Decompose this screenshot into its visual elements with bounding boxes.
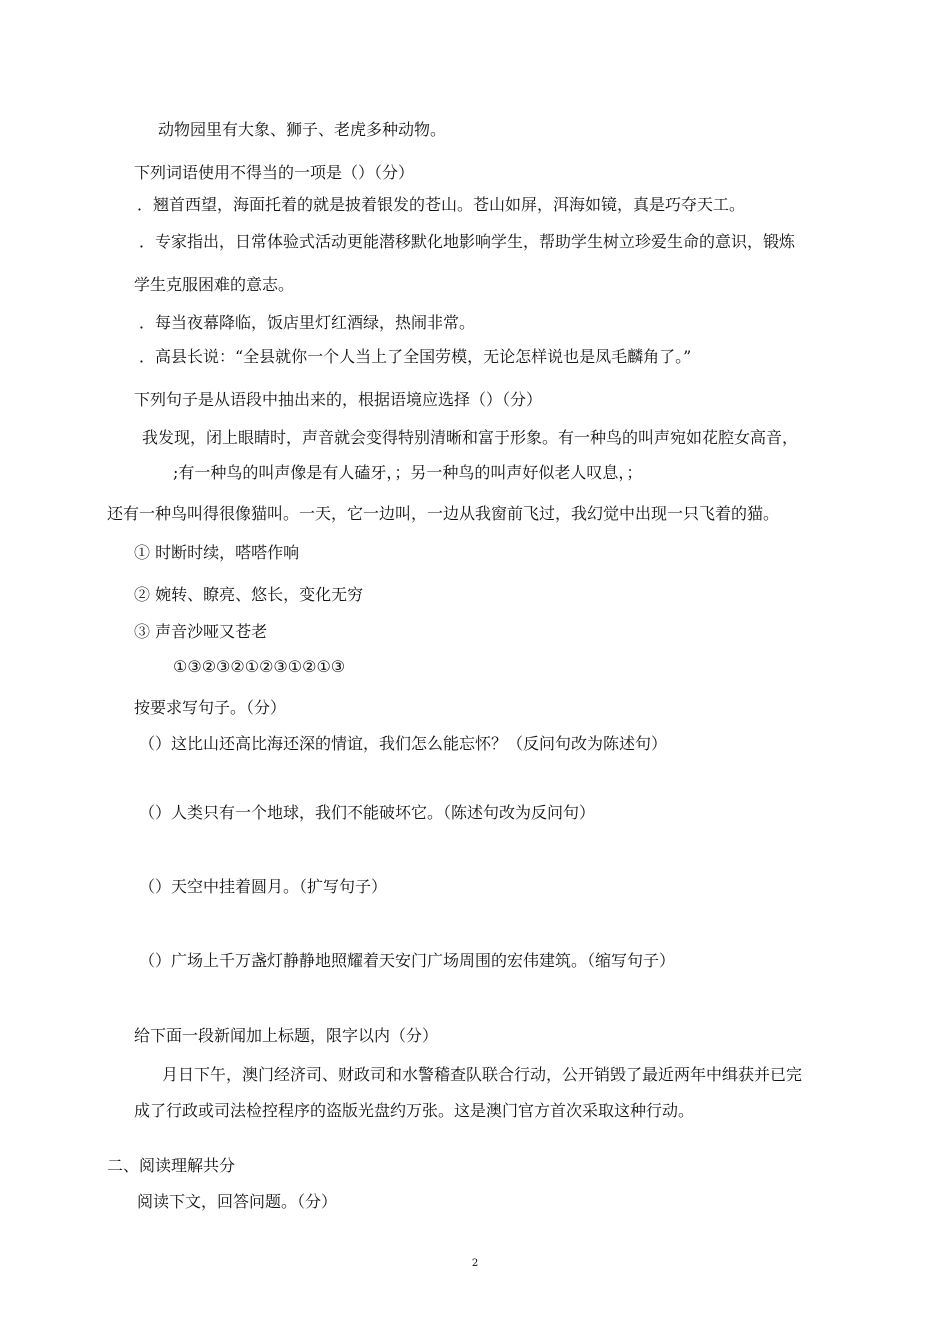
question-line: 给下面一段新闻加上标题，限字以内（分） bbox=[134, 1026, 439, 1045]
sub-question: （）天空中挂着圆月。（扩写句子） bbox=[139, 877, 388, 896]
news-paragraph-line: 月日下午，澳门经济司、财政司和水警稽查队联合行动，公开销毁了最近两年中缉获并已完 bbox=[162, 1065, 803, 1084]
news-paragraph-line: 成了行政或司法检控程序的盗版光盘约万张。这是澳门官方首次采取这种行动。 bbox=[134, 1101, 695, 1120]
option-line: ．专家指出，日常体验式活动更能潜移默化地影响学生，帮助学生树立珍爱生命的意识，锻炼 bbox=[139, 232, 796, 251]
passage-line: 我发现，闭上眼睛时，声音就会变得特别清晰和富于形象。有一种鸟的叫声宛如花腔女高音， bbox=[142, 428, 799, 447]
page-number: 2 bbox=[471, 1258, 479, 1269]
sub-question: （）人类只有一个地球，我们不能破坏它。（陈述句改为反问句） bbox=[139, 803, 596, 822]
choice-item: ③ 声音沙哑又苍老 bbox=[134, 622, 268, 641]
choice-item: ① 时断时续，嗒嗒作响 bbox=[134, 543, 300, 562]
question-line: 下列句子是从语段中抽出来的，根据语境应选择（）（分） bbox=[134, 390, 543, 409]
option-line: ．高县长说：“全县就你一个人当上了全国劳模，无论怎样说也是凤毛麟角了。” bbox=[139, 347, 692, 366]
passage-line: ;有一种鸟的叫声像是有人磕牙，；另一种鸟的叫声好似老人叹息，； bbox=[173, 463, 643, 482]
question-line: 按要求写句子。（分） bbox=[134, 698, 287, 717]
question-line: 下列词语使用不得当的一项是（）（分） bbox=[134, 163, 415, 182]
section-heading: 二、阅读理解共分 bbox=[107, 1156, 236, 1175]
option-line: ．每当夜幕降临，饭店里灯红酒绿，热闹非常。 bbox=[139, 313, 476, 332]
option-line: ．翘首西望，海面托着的就是披着银发的苍山。苍山如屏，洱海如镜，真是巧夺天工。 bbox=[137, 195, 746, 214]
option-line-continued: 学生克服困难的意志。 bbox=[134, 275, 295, 294]
question-line: 阅读下文，回答问题。（分） bbox=[137, 1192, 338, 1211]
text-line: 动物园里有大象、狮子、老虎多种动物。 bbox=[158, 120, 447, 139]
sub-question: （）这比山还高比海还深的情谊，我们怎么能忘怀？（反问句改为陈述句） bbox=[139, 734, 668, 753]
answer-options: ①③②③②①②③①②①③ bbox=[173, 657, 346, 676]
passage-line: 还有一种鸟叫得很像猫叫。一天，它一边叫，一边从我窗前飞过，我幻觉中出现一只飞着的猫。 bbox=[107, 504, 780, 523]
sub-question: （）广场上千万盏灯静静地照耀着天安门广场周围的宏伟建筑。（缩写句子） bbox=[139, 951, 676, 970]
choice-item: ② 婉转、瞭亮、悠长，变化无穷 bbox=[134, 585, 364, 604]
